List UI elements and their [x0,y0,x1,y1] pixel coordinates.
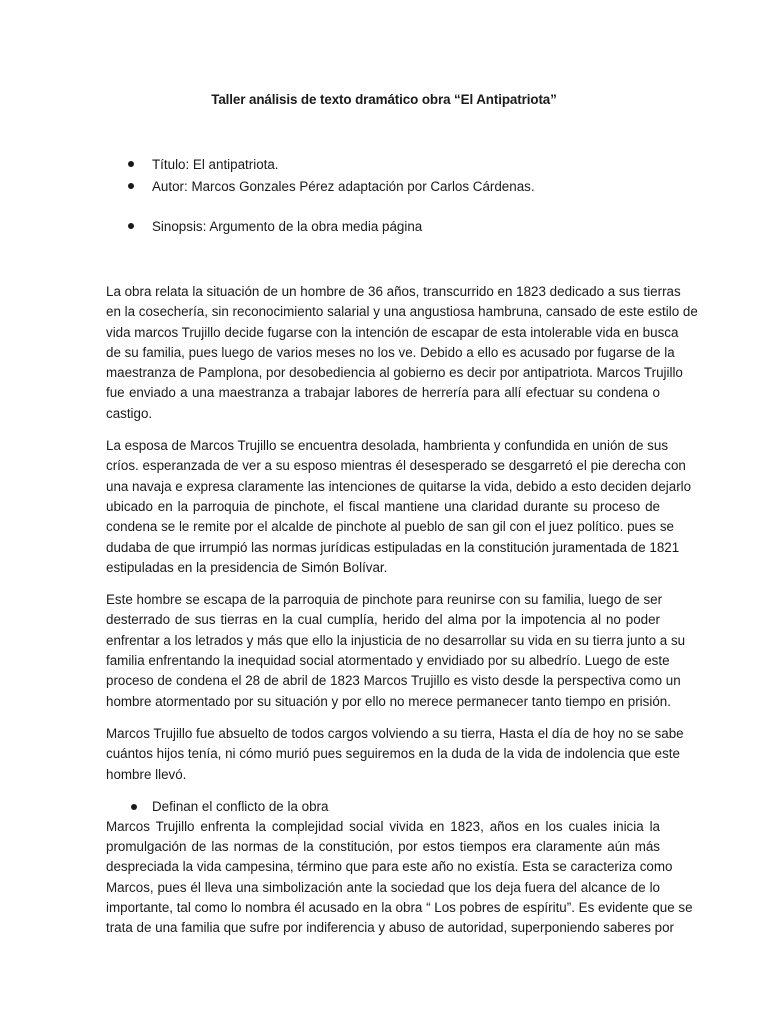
paragraph [106,282,698,424]
text-line: estipuladas en la presidencia de Simón Bolívar. [106,559,388,575]
text-line: promulgación de las normas de la constitución, por estos tiempos era claramente aún más [106,839,660,855]
text-line: enfrentar a los letrados y más que ello la injusticia de no desarrollar su vida en su tierra junto a su [106,632,686,648]
sinopsis-list [128,216,422,238]
bullet-icon [128,183,134,189]
text-line: maestranza de Pamplona, por desobediencia al gobierno es decir por antipatriota. Marcos Trujillo [106,365,683,381]
list-item-conflict [106,797,660,817]
text-line: castigo. [106,405,153,421]
text-line: cuántos hijos tenía, ni cómo murió pues seguiremos en la duda de la vida de indolencia que este [106,746,680,762]
bullet-icon [128,223,134,229]
text-line: familia enfrentando la inequidad social atormentado y envidiado por su albedrío. Luego de este [106,653,670,669]
text-line: proceso de condena el 28 de abril de 1823 Marcos Trujillo es visto desde la perspectiva como un [106,673,681,689]
text-line: en la cosechería, sin reconocimiento salarial y una angustiosa hambruna, cansado de este estilo de [106,304,698,320]
list-item-text: Autor: Marcos Gonzales Pérez adaptación por Carlos Cárdenas. [152,179,535,194]
list-item-sinopsis [128,216,422,238]
text-line: fue enviado a una maestranza a trabajar labores de herrería para allí efectuar su condena o [106,385,660,401]
sinopsis-body [106,282,698,939]
bullet-icon [128,161,134,167]
text-line: Este hombre se escapa de la parroquia de pinchote para reunirse con su familia, luego de ser [106,592,663,608]
paragraph [106,724,684,785]
list-item-text: Definan el conflicto de la obra [152,798,329,814]
text-line: una navaja e expresa claramente las intenciones de quitarse la vida, debido a esto deciden dejarlo [106,478,692,494]
text-line: Marcos Trujillo enfrenta la complejidad social vivida en 1823, años en los cuales inicia la [106,818,660,834]
text-line: condena se le remite por el alcalde de pinchote al pueblo de san gil con el juez político. pues se [106,519,674,535]
text-line: vida marcos Trujillo decide fugarse con la intención de escapar de esta intolerable vida en busca [106,324,679,340]
list-item-text: Sinopsis: Argumento de la obra media página [152,219,423,234]
text-line: La esposa de Marcos Trujillo se encuentra desolada, hambrienta y confundida en unión de sus [106,438,669,454]
bullet-icon [131,804,137,810]
document-title: Taller análisis de texto dramático obra “El Antipatriota” [211,92,557,107]
text-line: despreciada la vida campesina, término que para este año no existía. Esta se caracteriza como [106,859,673,875]
text-line: Marcos, pues él lleva una simbolización ante la sociedad que los deja fuera del alcance de lo [106,879,660,895]
text-line: hombre atormentado por su situación y por ello no merece permanecer tanto tiempo en prisión. [106,693,671,709]
text-line: importante, tal como lo nombra él acusado en la obra “ Los pobres de espíritu”. Es evidente que se [106,900,693,916]
list-item-text: Título: El antipatriota. [152,157,279,172]
text-line: trata de una familia que sufre por indiferencia y abuso de autoridad, superponiendo saberes por [106,920,674,936]
text-line: de su familia, pues luego de varios meses no los ve. Debido a ello es acusado por fugarse de la [106,344,675,360]
text-line: Marcos Trujillo fue absuelto de todos cargos volviendo a su tierra, Hasta el día de hoy no se sabe [106,725,684,741]
list-item-author [128,176,535,198]
text-line: desterrado de sus tierras en la cual cumplía, herido del alma por la impotencia al no poder [106,612,660,628]
text-line: críos. esperanzada de ver a su esposo mientras él desesperado se desgarretó el pie derecha con [106,458,686,474]
text-line: dudaba de que irrumpió las normas jurídicas estipuladas en la constitución juramentada de 1821 [106,539,680,555]
list-item-title [128,154,535,176]
conflict-paragraph [106,817,693,939]
metadata-list [128,154,535,198]
text-line: ubicado en la parroquia de pinchote, el fiscal mantiene una claridad durante su proceso de [106,498,660,514]
text-line: hombre llevó. [106,766,187,782]
text-line: La obra relata la situación de un hombre de 36 años, transcurrido en 1823 dedicado a sus tierras [106,284,681,299]
paragraph [106,590,686,712]
paragraph [106,436,692,578]
